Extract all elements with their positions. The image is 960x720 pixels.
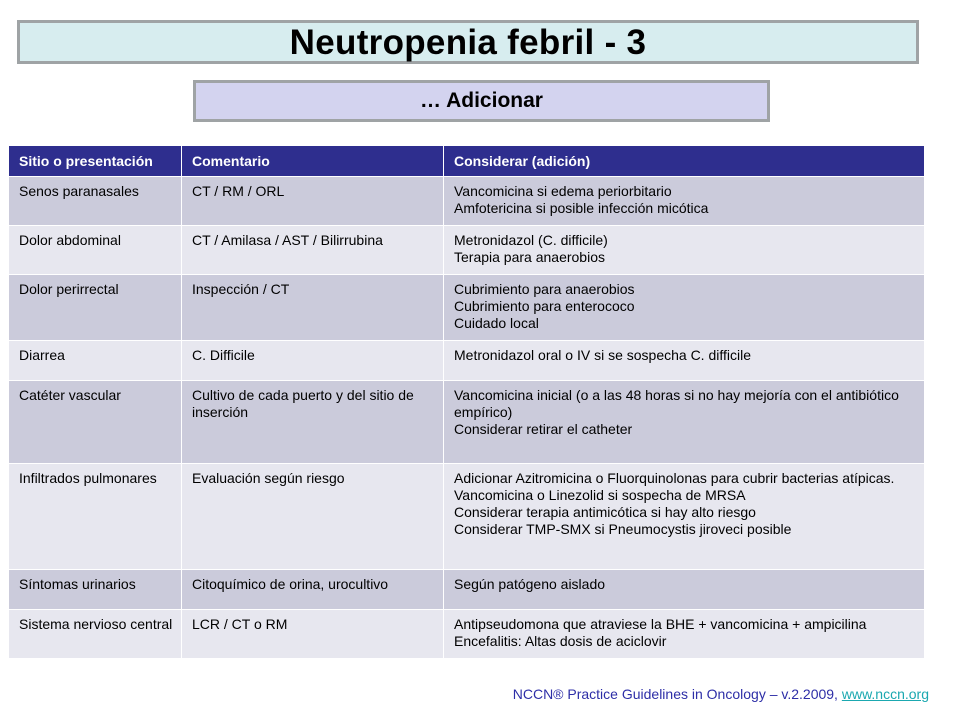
- source-citation: [513, 686, 929, 702]
- consider-line: Considerar TMP-SMX si Pneumocystis jiroveci posible: [454, 521, 792, 537]
- site-cell: Diarrea: [9, 341, 182, 381]
- subtitle-box: [193, 80, 770, 122]
- consider-cell: [444, 570, 925, 610]
- nccn-link[interactable]: www.nccn.org: [841, 686, 929, 702]
- consider-cell: [444, 381, 925, 464]
- site-cell: Infiltrados pulmonares: [9, 464, 182, 570]
- table-header-row: [9, 146, 925, 177]
- site-cell: Catéter vascular: [9, 381, 182, 464]
- table-row: [9, 464, 925, 570]
- consider-line: Considerar terapia antimicótica si hay alto riesgo: [454, 504, 756, 520]
- consider-line: Cubrimiento para anaerobios: [454, 281, 635, 297]
- comment-cell: CT / Amilasa / AST / Bilirrubina: [182, 226, 444, 275]
- consider-cell: [444, 226, 925, 275]
- consider-line: Antipseudomona que atraviese la BHE + vancomicina + ampicilina: [454, 616, 867, 632]
- consider-cell: [444, 275, 925, 341]
- consider-line: Encefalitis: Altas dosis de aciclovir: [454, 633, 667, 649]
- comment-cell: Inspección / CT: [182, 275, 444, 341]
- header-site: Sitio o presentación: [9, 146, 182, 177]
- consider-line: Vancomicina o Linezolid si sospecha de MRSA: [454, 487, 746, 503]
- site-cell: Dolor perirrectal: [9, 275, 182, 341]
- consider-line: Considerar retirar el catheter: [454, 421, 633, 437]
- guidelines-table: [8, 145, 925, 659]
- consider-line: Cuidado local: [454, 315, 539, 331]
- consider-cell: [444, 341, 925, 381]
- comment-cell: CT / RM / ORL: [182, 177, 444, 226]
- comment-cell: LCR / CT o RM: [182, 610, 444, 659]
- citation-text: NCCN® Practice Guidelines in Oncology – v.2.2009,: [512, 686, 842, 702]
- table-row: [9, 341, 925, 381]
- header-consider: Considerar (adición): [444, 146, 925, 177]
- consider-line: Adicionar Azitromicina o Fluorquinolonas para cubrir bacterias atípicas.: [454, 470, 895, 486]
- page-subtitle: … Adicionar: [420, 89, 543, 112]
- consider-cell: [444, 610, 925, 659]
- consider-cell: [444, 464, 925, 570]
- comment-cell: Cultivo de cada puerto y del sitio de inserción: [182, 381, 444, 464]
- consider-line: Terapia para anaerobios: [454, 249, 605, 265]
- consider-line: Vancomicina inicial (o a las 48 horas si no hay mejoría con el antibiótico empírico): [454, 387, 899, 420]
- consider-line: Vancomicina si edema periorbitario: [454, 183, 672, 199]
- comment-cell: Citoquímico de orina, urocultivo: [182, 570, 444, 610]
- consider-line: Metronidazol oral o IV si se sospecha C. difficile: [454, 347, 751, 363]
- page-title: Neutropenia febril - 3: [289, 22, 647, 62]
- table-row: [9, 570, 925, 610]
- header-comment: Comentario: [182, 146, 444, 177]
- comment-cell: C. Difficile: [182, 341, 444, 381]
- comment-cell: Evaluación según riesgo: [182, 464, 444, 570]
- consider-line: Cubrimiento para enterococo: [454, 298, 635, 314]
- consider-line: Amfotericina si posible infección micótica: [454, 200, 709, 216]
- consider-line: Según patógeno aislado: [454, 576, 606, 592]
- site-cell: Sistema nervioso central: [9, 610, 182, 659]
- title-box: [17, 20, 919, 64]
- table-row: [9, 381, 925, 464]
- table-row: [9, 275, 925, 341]
- table-row: [9, 226, 925, 275]
- consider-line: Metronidazol (C. difficile): [454, 232, 608, 248]
- table-row: [9, 610, 925, 659]
- consider-cell: [444, 177, 925, 226]
- site-cell: Senos paranasales: [9, 177, 182, 226]
- site-cell: Síntomas urinarios: [9, 570, 182, 610]
- site-cell: Dolor abdominal: [9, 226, 182, 275]
- table-row: [9, 177, 925, 226]
